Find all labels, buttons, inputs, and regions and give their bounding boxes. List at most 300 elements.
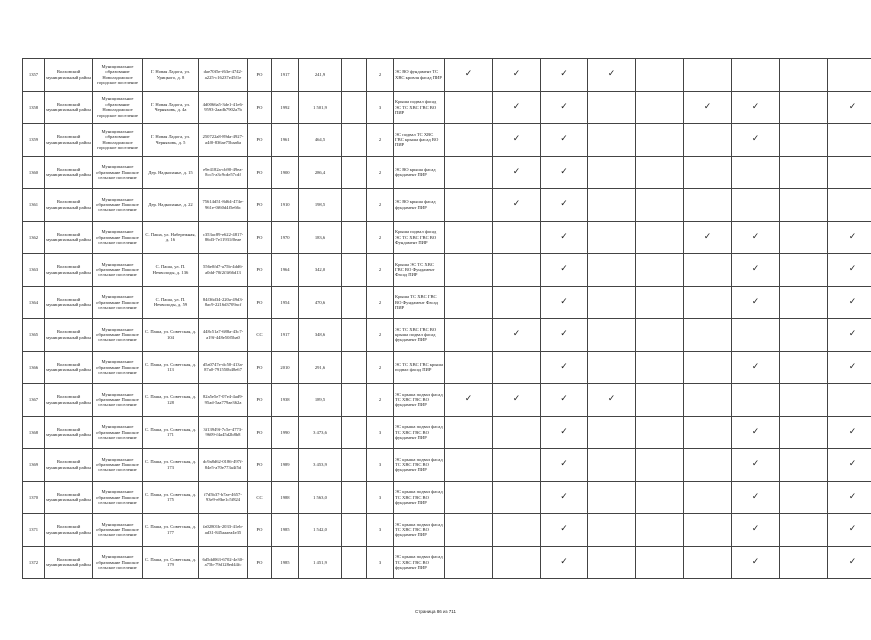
checkmark-cell [493,416,541,449]
checkmark-cell [732,124,780,157]
checkmark-cell [828,156,871,189]
checkmark-cell [445,319,493,352]
table-row [23,59,871,92]
checkmark-cell [684,319,732,352]
checkmark-cell [445,286,493,319]
blank-cell [342,189,367,222]
year-cell: 1964 [272,254,299,287]
municipality-cell: Муниципальное образование Пашское сельское поселение [93,351,143,384]
checkmark-icon: ✓ [848,296,857,307]
checkmark-cell [828,59,871,92]
checkmark-cell [588,156,636,189]
checkmark-cell [780,254,828,287]
checkmark-icon: ✓ [560,329,568,340]
checkmark-cell [828,546,871,579]
checkmark-cell [684,254,732,287]
type-cell: СС [248,481,272,514]
type-cell: РО [248,189,272,222]
checkmark-cell [445,546,493,579]
building-code-cell: 3f13949f-7c5e-4773-9609-f4a45d2b8b8 [199,416,248,449]
table-row [23,221,871,254]
checkmark-cell [541,124,588,157]
works-cell: ЭС ТС ХВС ГВС ВО крыша подвал фасад фундамент ПИР [394,319,445,352]
checkmark-cell [541,156,588,189]
checkmark-cell [828,254,871,287]
floors-cell: 3 [367,514,394,547]
row-number: 1367 [23,384,45,417]
checkmark-cell [636,546,684,579]
checkmark-cell [732,286,780,319]
building-code-cell: 4d0066a5-3de1-41e6-9593-2aadb7902a7b [199,91,248,124]
checkmark-icon: ✓ [848,459,857,470]
checkmark-icon: ✓ [512,134,521,145]
checkmark-cell [732,384,780,417]
municipality-cell: Муниципальное образование Пашское сельское поселение [93,416,143,449]
area-cell: 198,5 [299,189,342,222]
row-number: 1360 [23,156,45,189]
checkmark-cell [541,286,588,319]
row-number: 1358 [23,91,45,124]
checkmark-cell [732,319,780,352]
building-code-cell: 448c51a7-688a-43c7-a19f-448e50f5ba0 [199,319,248,352]
checkmark-icon: ✓ [560,524,568,535]
checkmark-cell [588,319,636,352]
address-cell: С. Паша, ул. Советская, д. 175 [143,481,199,514]
works-cell: ЭС крыша подвал фасад ТС ХВС ГВС ВО фундамент ПИР [394,514,445,547]
table-row [23,189,871,222]
checkmark-icon: ✓ [751,296,760,307]
table-row [23,384,871,417]
building-code-cell: 84f36d34-220a-49d3-8ac9-2216d3709acf [199,286,248,319]
address-cell: С. Паша, ул. Советская, д. 104 [143,319,199,352]
checkmark-cell [780,221,828,254]
checkmark-cell [541,351,588,384]
checkmark-cell [828,319,871,352]
municipality-cell: Муниципальное образование Новоладожское городское поселение [93,91,143,124]
table-row [23,481,871,514]
checkmark-cell [828,384,871,417]
type-cell: РО [248,546,272,579]
district-cell: Волховский муниципальный район [45,189,93,222]
floors-cell: 3 [367,546,394,579]
checkmark-cell [636,319,684,352]
checkmark-cell [493,546,541,579]
checkmark-cell [493,59,541,92]
district-cell: Волховский муниципальный район [45,91,93,124]
row-number: 1365 [23,319,45,352]
table-row [23,514,871,547]
checkmark-cell [732,351,780,384]
area-cell: 470,6 [299,286,342,319]
checkmark-cell [732,59,780,92]
checkmark-cell [445,449,493,482]
year-cell: 1989 [272,449,299,482]
checkmark-icon: ✓ [751,459,760,470]
checkmark-cell [445,221,493,254]
table-body [23,59,871,579]
checkmark-cell [445,351,493,384]
checkmark-cell [493,286,541,319]
checkmark-cell [828,449,871,482]
year-cell: 2010 [272,351,299,384]
blank-cell [342,514,367,547]
row-number: 1372 [23,546,45,579]
blank-cell [342,156,367,189]
building-code-cell: 75614d51-8d64-474e-961e-0f60d4f5e66c [199,189,248,222]
address-cell: С. Паша, ул. Набережная, д. 16 [143,221,199,254]
district-cell: Волховский муниципальный район [45,286,93,319]
checkmark-icon: ✓ [560,134,568,145]
checkmark-cell [780,124,828,157]
checkmark-icon: ✓ [512,166,521,177]
area-cell: 291,6 [299,351,342,384]
checkmark-icon: ✓ [751,231,760,242]
municipality-cell: Муниципальное образование Пашское сельское поселение [93,546,143,579]
checkmark-cell [636,59,684,92]
checkmark-icon: ✓ [512,69,521,80]
address-cell: С. Паша, ул. П. Нечволоды, д. 136 [143,254,199,287]
address-cell: С. Паша, ул. П. Нечволоды, д. 59 [143,286,199,319]
building-code-cell: 82a5e5e7-07e4-4ad9-95ad-5aa779ae362a [199,384,248,417]
type-cell: РО [248,384,272,417]
row-number: 1362 [23,221,45,254]
checkmark-icon: ✓ [560,361,568,372]
checkmark-cell [541,546,588,579]
type-cell: РО [248,124,272,157]
area-cell: 183,6 [299,221,342,254]
year-cell: 1954 [272,286,299,319]
blank-cell [342,351,367,384]
floors-cell: 2 [367,384,394,417]
checkmark-icon: ✓ [751,101,760,112]
checkmark-cell [684,189,732,222]
checkmark-cell [780,481,828,514]
checkmark-cell [636,254,684,287]
works-cell: ЭС ВО крыша фасад фундамент ПИР [394,189,445,222]
checkmark-icon: ✓ [751,524,760,535]
checkmark-cell [541,481,588,514]
checkmark-cell [684,124,732,157]
checkmark-cell [684,449,732,482]
year-cell: 1985 [272,514,299,547]
year-cell: 1900 [272,156,299,189]
checkmark-cell [636,124,684,157]
checkmark-cell [636,514,684,547]
district-cell: Волховский муниципальный район [45,481,93,514]
checkmark-cell [732,189,780,222]
building-code-cell: 6d5dd063-6702-4e30-a75b-79d128ed44fc [199,546,248,579]
works-cell: ЭС ВО крыша фасад фундамент ПИР [394,156,445,189]
checkmark-cell [732,221,780,254]
checkmark-cell [493,189,541,222]
checkmark-cell [541,189,588,222]
checkmark-icon: ✓ [560,69,568,80]
checkmark-cell [445,59,493,92]
checkmark-icon: ✓ [848,426,857,437]
checkmark-cell [732,546,780,579]
address-cell: С. Паша, ул. Советская, д. 179 [143,546,199,579]
checkmark-cell [780,546,828,579]
checkmark-cell [588,286,636,319]
checkmark-icon: ✓ [848,264,857,275]
area-cell: 1 563,0 [299,481,342,514]
checkmark-icon: ✓ [560,459,568,470]
checkmark-cell [588,221,636,254]
blank-cell [342,286,367,319]
floors-cell: 2 [367,59,394,92]
municipality-cell: Муниципальное образование Новоладожское городское поселение [93,124,143,157]
checkmark-cell [780,514,828,547]
checkmark-cell [732,91,780,124]
type-cell: СС [248,319,272,352]
checkmark-icon: ✓ [560,491,568,502]
row-number: 1371 [23,514,45,547]
row-number: 1366 [23,351,45,384]
checkmark-icon: ✓ [607,394,616,405]
checkmark-cell [828,481,871,514]
year-cell: 1917 [272,59,299,92]
floors-cell: 2 [367,124,394,157]
blank-cell [342,481,367,514]
checkmark-cell [828,91,871,124]
district-cell: Волховский муниципальный район [45,221,93,254]
checkmark-icon: ✓ [512,394,521,405]
type-cell: РО [248,514,272,547]
checkmark-cell [636,91,684,124]
register-table [22,58,871,579]
checkmark-cell [588,351,636,384]
checkmark-cell [684,481,732,514]
checkmark-icon: ✓ [560,231,568,242]
checkmark-icon: ✓ [560,264,568,275]
checkmark-cell [828,189,871,222]
building-code-cell: dc9a8d62-0186-497f-84e5-a70e773a4f5d [199,449,248,482]
area-cell: 241,9 [299,59,342,92]
checkmark-cell [588,514,636,547]
checkmark-cell [493,124,541,157]
checkmark-cell [780,59,828,92]
checkmark-cell [684,221,732,254]
checkmark-cell [684,156,732,189]
area-cell: 3 473,6 [299,416,342,449]
district-cell: Волховский муниципальный район [45,384,93,417]
checkmark-cell [588,384,636,417]
checkmark-icon: ✓ [848,556,857,567]
checkmark-cell [541,416,588,449]
checkmark-cell [780,384,828,417]
checkmark-cell [828,351,871,384]
blank-cell [342,449,367,482]
municipality-cell: Муниципальное образование Пашское сельское поселение [93,286,143,319]
checkmark-icon: ✓ [560,426,568,437]
works-cell: Крыша ТС ХВС ГВС ВО Фундамент Фасад ПИР [394,286,445,319]
checkmark-cell [684,514,732,547]
checkmark-cell [541,254,588,287]
floors-cell: 2 [367,189,394,222]
municipality-cell: Муниципальное образование Пашское сельское поселение [93,514,143,547]
area-cell: 1 542,0 [299,514,342,547]
checkmark-cell [541,221,588,254]
checkmark-cell [541,449,588,482]
year-cell: 1938 [272,384,299,417]
checkmark-cell [684,416,732,449]
checkmark-icon: ✓ [512,101,521,112]
municipality-cell: Муниципальное образование Пашское сельское поселение [93,449,143,482]
district-cell: Волховский муниципальный район [45,156,93,189]
checkmark-cell [828,514,871,547]
works-cell: Крыша подвал фасад ЭС ТС ХВС ГВС ВО ПИР [394,91,445,124]
year-cell: 1910 [272,189,299,222]
district-cell: Волховский муниципальный район [45,514,93,547]
year-cell: 1992 [272,91,299,124]
checkmark-icon: ✓ [848,491,857,502]
checkmark-cell [493,319,541,352]
checkmark-cell [445,156,493,189]
checkmark-cell [732,416,780,449]
checkmark-icon: ✓ [560,166,568,177]
checkmark-cell [541,384,588,417]
blank-cell [342,416,367,449]
blank-cell [342,384,367,417]
checkmark-cell [732,514,780,547]
area-cell: 348,6 [299,319,342,352]
district-cell: Волховский муниципальный район [45,124,93,157]
checkmark-cell [780,416,828,449]
table-row [23,351,871,384]
checkmark-cell [636,449,684,482]
works-cell: Крыша ЭС ТС ХВС ГВС ВО Фундамент Фасад ПИР [394,254,445,287]
checkmark-cell [684,546,732,579]
year-cell: 1917 [272,319,299,352]
checkmark-icon: ✓ [751,491,760,502]
checkmark-cell [445,189,493,222]
checkmark-cell [493,514,541,547]
checkmark-cell [828,286,871,319]
checkmark-cell [588,254,636,287]
checkmark-cell [732,254,780,287]
checkmark-cell [445,254,493,287]
year-cell: 1988 [272,481,299,514]
checkmark-cell [780,286,828,319]
checkmark-cell [493,351,541,384]
checkmark-cell [493,254,541,287]
row-number: 1368 [23,416,45,449]
checkmark-cell [732,449,780,482]
address-cell: Г. Новая Ладога, ул. Урицкого, д. 8 [143,59,199,92]
works-cell: ЭС ВО фундамент ТС ХВС кровля фасад ПИР [394,59,445,92]
checkmark-cell [780,156,828,189]
district-cell: Волховский муниципальный район [45,319,93,352]
blank-cell [342,91,367,124]
checkmark-icon: ✓ [512,199,521,210]
checkmark-icon: ✓ [848,101,857,112]
area-cell: 3 453,9 [299,449,342,482]
checkmark-cell [588,416,636,449]
checkmark-cell [493,384,541,417]
table-row [23,91,871,124]
table-row [23,319,871,352]
table-row [23,449,871,482]
checkmark-icon: ✓ [560,296,568,307]
municipality-cell: Муниципальное образование Пашское сельское поселение [93,319,143,352]
municipality-cell: Муниципальное образование Пашское сельское поселение [93,481,143,514]
district-cell: Волховский муниципальный район [45,546,93,579]
district-cell: Волховский муниципальный район [45,351,93,384]
district-cell: Волховский муниципальный район [45,254,93,287]
checkmark-icon: ✓ [464,69,473,80]
area-cell: 189,5 [299,384,342,417]
checkmark-cell [541,319,588,352]
checkmark-icon: ✓ [848,329,857,340]
checkmark-cell [445,91,493,124]
checkmark-cell [636,189,684,222]
checkmark-icon: ✓ [703,101,712,112]
checkmark-cell [780,91,828,124]
area-cell: 342,0 [299,254,342,287]
checkmark-cell [493,449,541,482]
checkmark-cell [636,221,684,254]
table-row [23,286,871,319]
floors-cell: 3 [367,449,394,482]
area-cell: 464,5 [299,124,342,157]
checkmark-icon: ✓ [703,231,712,242]
building-code-cell: dae70f5e-f63e-4742-a225-c16237e45f1e [199,59,248,92]
checkmark-icon: ✓ [512,329,521,340]
checkmark-cell [684,59,732,92]
blank-cell [342,124,367,157]
type-cell: РО [248,286,272,319]
checkmark-cell [684,286,732,319]
checkmark-icon: ✓ [560,394,568,405]
works-cell: ЭС ТС ХВС ГВС крыша подвал фасад ПИР [394,351,445,384]
type-cell: РО [248,351,272,384]
checkmark-cell [732,156,780,189]
checkmark-icon: ✓ [560,101,568,112]
row-number: 1363 [23,254,45,287]
type-cell: РО [248,156,272,189]
floors-cell: 2 [367,319,394,352]
checkmark-cell [780,351,828,384]
checkmark-cell [780,189,828,222]
floors-cell: 2 [367,286,394,319]
year-cell: 1970 [272,221,299,254]
checkmark-cell [684,351,732,384]
type-cell: РО [248,449,272,482]
table-row [23,416,871,449]
floors-cell: 3 [367,416,394,449]
district-cell: Волховский муниципальный район [45,416,93,449]
works-cell: ЭС крыша подвал фасад ТС ХВС ГВС ВО фундамент ПИР [394,546,445,579]
floors-cell: 2 [367,221,394,254]
address-cell: Г. Новая Ладога, ул. Черняховь, д. 5 [143,124,199,157]
checkmark-icon: ✓ [560,556,568,567]
building-code-cell: 250722a8-89da-4927-a4f0-836ae75baa6a [199,124,248,157]
checkmark-cell [445,514,493,547]
year-cell: 1961 [272,124,299,157]
checkmark-icon: ✓ [751,361,760,372]
building-code-cell: c353ac89-e622-4817-86d3-7e11931f0eae [199,221,248,254]
municipality-cell: Муниципальное образование Пашское сельское поселение [93,384,143,417]
floors-cell: 2 [367,156,394,189]
checkmark-icon: ✓ [607,69,616,80]
building-code-cell: 556e0fd7-a75b-4dd6-a0dd-70f2f3f66d13 [199,254,248,287]
address-cell: Г. Новая Ладога, ул. Черняховь, д. 4а [143,91,199,124]
blank-cell [342,221,367,254]
checkmark-cell [445,124,493,157]
checkmark-icon: ✓ [751,134,760,145]
checkmark-cell [445,416,493,449]
row-number: 1370 [23,481,45,514]
